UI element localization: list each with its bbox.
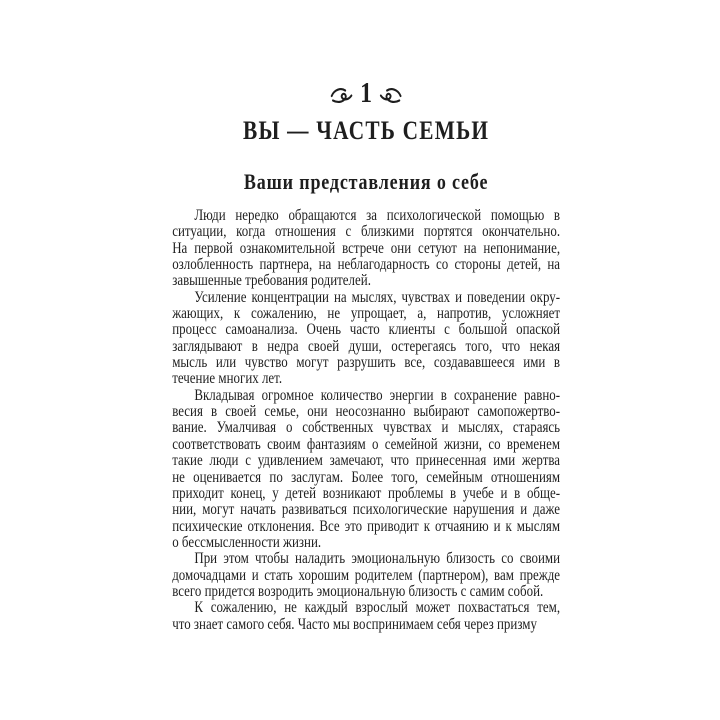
text-line: вание. Умалчивая о собственных чувствах и мыслях, стараясь xyxy=(172,420,561,437)
text-line: такие люди с удивлением замечают, что принесенная ими жертва xyxy=(172,453,561,470)
text-line: На первой ознакомительной встрече они сетуют на непонимание, xyxy=(172,240,561,257)
text-line: Усиление концентрации на мыслях, чувствах и поведении окру- xyxy=(194,289,561,306)
text-line: о бессмысленности жизни. xyxy=(172,534,322,551)
text-line: завышенные требования родителей. xyxy=(172,273,371,290)
flourish-left-icon xyxy=(331,87,353,104)
body-text xyxy=(172,208,560,633)
chapter-heading xyxy=(172,76,560,110)
text-line: весия в своей семье, они неосознанно выбирают самопожертво- xyxy=(172,404,561,421)
text-line: что знает самого себя. Часто мы воспринимаем себя через призму xyxy=(172,616,537,633)
text-line: всего придется возродить эмоциональную близость с самим собой. xyxy=(172,583,544,600)
text-line: Люди нередко обращаются за психологической помощью в xyxy=(194,208,561,224)
chapter-title: ВЫ — ЧАСТЬ СЕМЬИ xyxy=(242,116,490,145)
flourish-right-icon xyxy=(379,87,401,104)
text-line: домочадцами и стать хорошим родителем (партнером), вам прежде xyxy=(172,567,561,584)
text-line: К сожалению, не каждый взрослый может похвастаться тем, xyxy=(194,600,561,617)
section-title: Ваши представления о себе xyxy=(243,169,489,194)
text-line: жающих, к сожалению, не упрощает, а, напротив, усложняет xyxy=(172,306,561,323)
text-line: процесс самоанализа. Очень часто клиенты с большой опаской xyxy=(172,322,561,339)
text-line: При этом чтобы наладить эмоциональную близость со своими xyxy=(194,551,561,568)
text-line: озлобленность партнера, на неблагодарность со стороны детей, на xyxy=(172,257,561,274)
text-line: нии, могут начать развиваться психологические нарушения и даже xyxy=(172,502,561,519)
text-line: соответствовать своим фантазиям о семейной жизни, со временем xyxy=(172,436,561,453)
text-line: не оценивается по заслугам. Более того, семейным отношениям xyxy=(172,469,561,486)
text-line: заглядывают в недра своей души, остерегаясь того, что некая xyxy=(172,338,561,355)
text-line: течение многих лет. xyxy=(172,371,283,388)
text-line: приходит конец, у детей возникают проблемы в учебе и в обще- xyxy=(172,485,561,502)
text-line: ситуации, когда отношения с близкими портятся окончательно. xyxy=(172,224,561,241)
text-line: психические отклонения. Все это приводит к отчаянию и к мыслям xyxy=(172,518,561,535)
chapter-number: 1 xyxy=(360,77,373,109)
text-line: мысль или чувство могут разрушить все, создававшееся ими в xyxy=(172,355,561,372)
text-line: Вкладывая огромное количество энергии в сохранение равно- xyxy=(194,387,561,404)
